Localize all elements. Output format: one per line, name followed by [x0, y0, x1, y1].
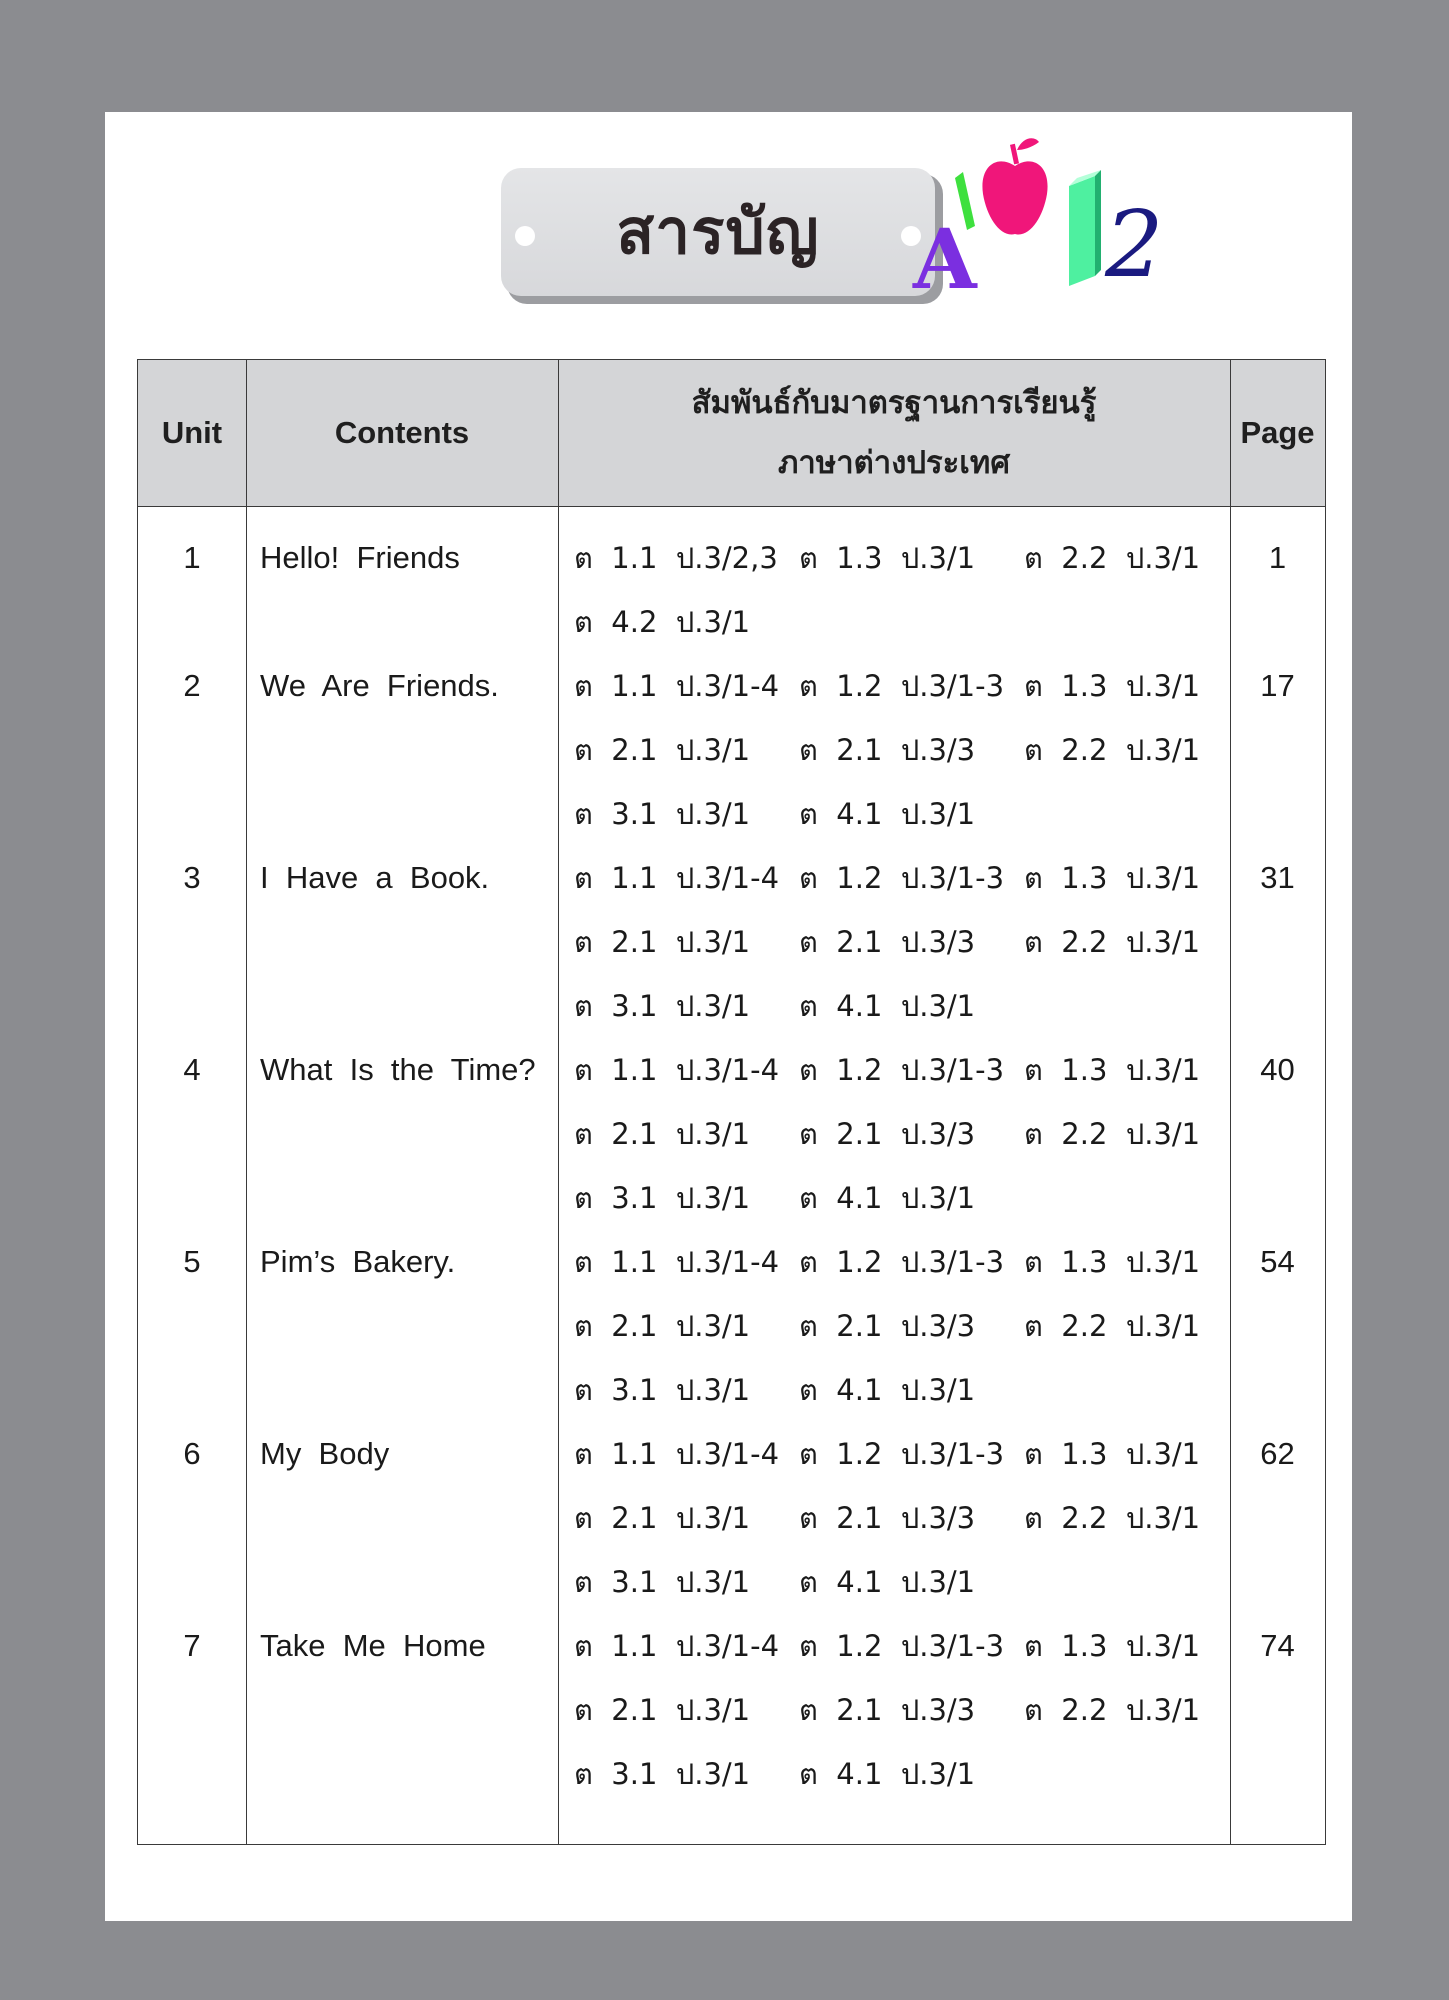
standard-code: ต 3.1 ป.3/1 — [574, 989, 751, 1023]
svg-text:A: A — [913, 212, 977, 306]
standards-cell — [574, 846, 1224, 1038]
standard-code: ต 2.2 ป.3/1 — [1024, 1309, 1201, 1343]
header-page: Page — [1240, 415, 1315, 450]
header-standards — [558, 360, 1230, 506]
unit-number: 1 — [183, 540, 201, 575]
unit-title: I Have a Book. — [260, 860, 490, 895]
page-number: 17 — [1260, 668, 1295, 703]
unit-title: What Is the Time? — [260, 1052, 536, 1087]
standards-line — [574, 1742, 1224, 1806]
svg-text:2: 2 — [1105, 191, 1164, 298]
decoration-abc-icons — [905, 126, 1165, 306]
standards-line — [574, 718, 1224, 782]
standard-code: ต 4.2 ป.3/1 — [574, 605, 751, 639]
standard-code: ต 2.1 ป.3/1 — [574, 925, 751, 959]
standards-line — [574, 1486, 1224, 1550]
standard-code: ต 2.2 ป.3/1 — [1024, 733, 1201, 767]
standards-line — [574, 526, 1224, 590]
standard-code: ต 2.2 ป.3/1 — [1024, 1693, 1201, 1727]
standard-code: ต 1.2 ป.3/1-3 — [799, 669, 1005, 703]
standards-line — [574, 1102, 1224, 1166]
standard-code: ต 1.2 ป.3/1-3 — [799, 1245, 1005, 1279]
standard-code: ต 1.1 ป.3/1-4 — [574, 669, 780, 703]
standard-code: ต 1.3 ป.3/1 — [1024, 669, 1201, 703]
unit-title: My Body — [260, 1436, 390, 1471]
page-number: 1 — [1268, 540, 1287, 575]
standards-line — [574, 1614, 1224, 1678]
apple-icon — [982, 138, 1047, 234]
standard-code: ต 4.1 ป.3/1 — [799, 797, 976, 831]
book-icon — [1069, 170, 1101, 286]
standard-code: ต 1.3 ป.3/1 — [1024, 1437, 1201, 1471]
standards-line — [574, 1294, 1224, 1358]
standard-code: ต 2.1 ป.3/3 — [799, 1117, 976, 1151]
standard-code: ต 2.2 ป.3/1 — [1024, 541, 1201, 575]
standard-code: ต 4.1 ป.3/1 — [799, 1373, 976, 1407]
standard-code: ต 1.2 ป.3/1-3 — [799, 1629, 1005, 1663]
standard-code: ต 3.1 ป.3/1 — [574, 1757, 751, 1791]
standard-code: ต 3.1 ป.3/1 — [574, 1181, 751, 1215]
standard-code: ต 2.1 ป.3/1 — [574, 1117, 751, 1151]
standard-code: ต 2.1 ป.3/3 — [799, 733, 976, 767]
table-header — [138, 360, 1325, 507]
standards-cell — [574, 526, 1224, 654]
header-standards-line1: สัมพันธ์กับมาตรฐานการเรียนรู้ — [691, 385, 1097, 421]
rivet-left-icon — [515, 226, 535, 246]
standards-line — [574, 974, 1224, 1038]
standard-code: ต 1.1 ป.3/2,3 — [574, 541, 778, 575]
standard-code: ต 2.1 ป.3/3 — [799, 1309, 976, 1343]
unit-number: 2 — [183, 668, 201, 703]
standard-code: ต 2.2 ป.3/1 — [1024, 925, 1201, 959]
unit-number: 5 — [183, 1244, 201, 1279]
standard-code: ต 2.1 ป.3/1 — [574, 733, 751, 767]
standard-code: ต 3.1 ป.3/1 — [574, 797, 751, 831]
standards-line — [574, 590, 1224, 654]
standard-code: ต 1.3 ป.3/1 — [799, 541, 976, 575]
standard-code: ต 1.3 ป.3/1 — [1024, 1629, 1201, 1663]
standard-code: ต 2.2 ป.3/1 — [1024, 1117, 1201, 1151]
unit-number: 4 — [183, 1052, 201, 1087]
standard-code: ต 1.1 ป.3/1-4 — [574, 1245, 780, 1279]
standard-code: ต 4.1 ป.3/1 — [799, 1565, 976, 1599]
standard-code: ต 2.1 ป.3/1 — [574, 1693, 751, 1727]
standards-line — [574, 782, 1224, 846]
standards-line — [574, 910, 1224, 974]
standards-line — [574, 1230, 1224, 1294]
standard-code: ต 1.3 ป.3/1 — [1024, 1245, 1201, 1279]
standards-line — [574, 1358, 1224, 1422]
header-contents: Contents — [334, 415, 470, 450]
standards-line — [574, 1422, 1224, 1486]
standard-code: ต 1.2 ป.3/1-3 — [799, 1437, 1005, 1471]
standards-cell — [574, 1614, 1224, 1806]
page-number: 54 — [1260, 1244, 1295, 1279]
standard-code: ต 4.1 ป.3/1 — [799, 1757, 976, 1791]
header-standards-line2: ภาษาต่างประเทศ — [777, 445, 1011, 481]
standards-cell — [574, 1422, 1224, 1614]
page-number: 74 — [1260, 1628, 1295, 1663]
standards-line — [574, 1678, 1224, 1742]
column-divider — [246, 360, 247, 1844]
standards-line — [574, 846, 1224, 910]
letter-a-icon — [912, 212, 978, 306]
standard-code: ต 1.1 ป.3/1-4 — [574, 1437, 780, 1471]
unit-number: 3 — [183, 860, 201, 895]
page-number: 31 — [1260, 860, 1295, 895]
number-2-icon — [1104, 191, 1164, 298]
standard-code: ต 1.3 ป.3/1 — [1024, 861, 1201, 895]
unit-number: 6 — [183, 1436, 201, 1471]
standard-code: ต 1.2 ป.3/1-3 — [799, 1053, 1005, 1087]
standards-line — [574, 654, 1224, 718]
standards-cell — [574, 1230, 1224, 1422]
contents-table — [137, 359, 1326, 1845]
unit-title: Hello! Friends — [260, 540, 460, 575]
standard-code: ต 1.1 ป.3/1-4 — [574, 861, 780, 895]
standard-code: ต 2.1 ป.3/1 — [574, 1309, 751, 1343]
standard-code: ต 2.2 ป.3/1 — [1024, 1501, 1201, 1535]
title-plate — [501, 168, 935, 296]
standard-code: ต 4.1 ป.3/1 — [799, 1181, 976, 1215]
standards-line — [574, 1166, 1224, 1230]
standard-code: ต 2.1 ป.3/3 — [799, 1501, 976, 1535]
page-title: สารบัญ — [616, 195, 820, 268]
standards-line — [574, 1038, 1224, 1102]
standards-cell — [574, 654, 1224, 846]
standard-code: ต 4.1 ป.3/1 — [799, 989, 976, 1023]
unit-number: 7 — [183, 1628, 201, 1663]
standard-code: ต 1.1 ป.3/1-4 — [574, 1053, 780, 1087]
standard-code: ต 2.1 ป.3/3 — [799, 1693, 976, 1727]
standard-code: ต 2.1 ป.3/1 — [574, 1501, 751, 1535]
standard-code: ต 1.1 ป.3/1-4 — [574, 1629, 780, 1663]
standard-code: ต 3.1 ป.3/1 — [574, 1565, 751, 1599]
page-number: 40 — [1260, 1052, 1295, 1087]
unit-title: We Are Friends. — [260, 668, 499, 703]
standard-code: ต 1.2 ป.3/1-3 — [799, 861, 1005, 895]
standards-cell — [574, 1038, 1224, 1230]
header-unit: Unit — [161, 415, 223, 450]
unit-title: Take Me Home — [260, 1628, 486, 1663]
standard-code: ต 3.1 ป.3/1 — [574, 1373, 751, 1407]
standard-code: ต 1.3 ป.3/1 — [1024, 1053, 1201, 1087]
document-page — [105, 112, 1352, 1921]
standard-code: ต 2.1 ป.3/3 — [799, 925, 976, 959]
unit-title: Pim’s Bakery. — [260, 1244, 456, 1279]
page-number: 62 — [1260, 1436, 1295, 1471]
standards-line — [574, 1550, 1224, 1614]
